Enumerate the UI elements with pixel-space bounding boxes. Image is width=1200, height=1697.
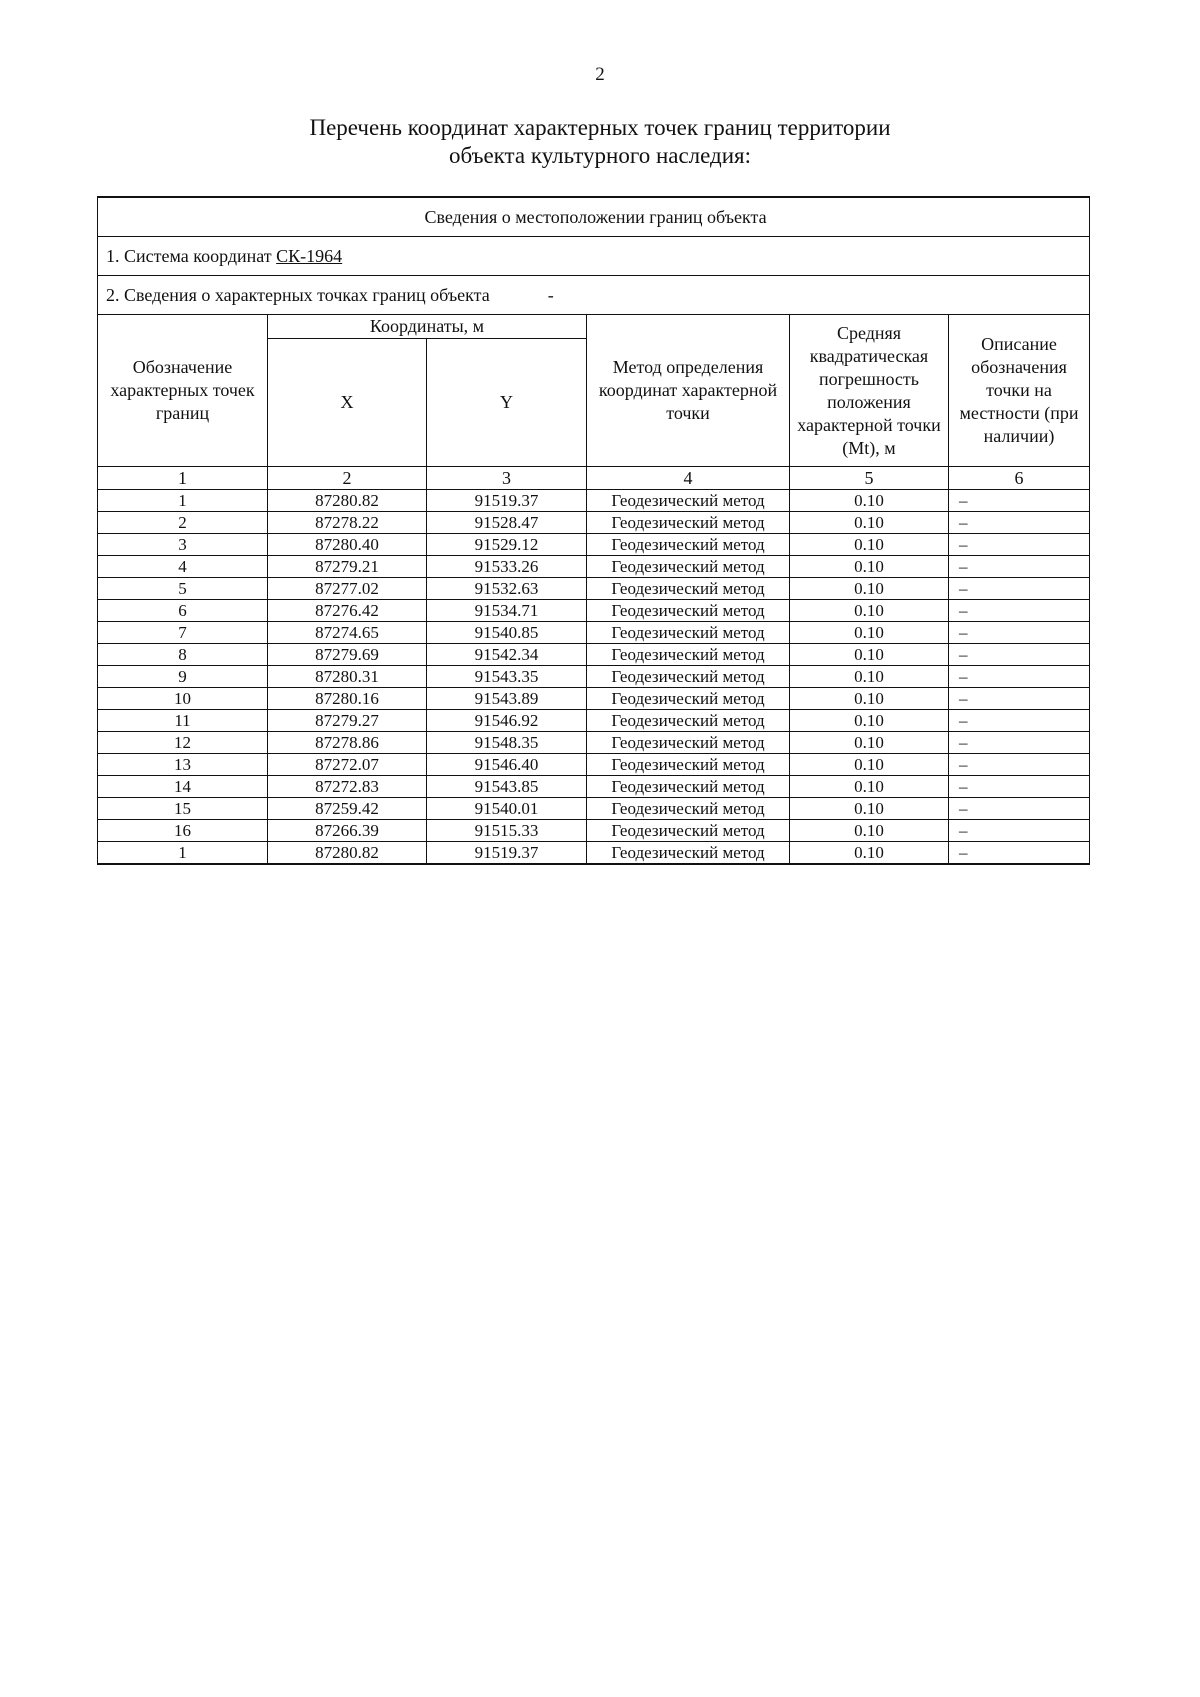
cell-y: 91540.85 xyxy=(427,622,587,644)
coord-system-row xyxy=(98,237,1090,276)
cell-error: 0.10 xyxy=(790,776,949,798)
header-row-top xyxy=(98,315,1090,339)
table-caption-row xyxy=(98,197,1090,237)
cell-x: 87278.22 xyxy=(268,512,427,534)
cell-method: Геодезический метод xyxy=(587,732,790,754)
cell-method: Геодезический метод xyxy=(587,556,790,578)
cell-y: 91543.35 xyxy=(427,666,587,688)
cell-y: 91543.89 xyxy=(427,688,587,710)
cell-point: 1 xyxy=(98,842,268,865)
table-row xyxy=(98,490,1090,512)
cell-error: 0.10 xyxy=(790,688,949,710)
cell-y: 91546.40 xyxy=(427,754,587,776)
header-point: Обозначение характерных точек границ xyxy=(98,315,268,467)
cell-method: Геодезический метод xyxy=(587,776,790,798)
cell-description: – xyxy=(949,534,1090,556)
column-number-row xyxy=(98,467,1090,490)
header-coords: Координаты, м xyxy=(268,315,587,339)
column-number: 3 xyxy=(427,467,587,490)
cell-x: 87280.82 xyxy=(268,842,427,865)
cell-error: 0.10 xyxy=(790,666,949,688)
cell-y: 91534.71 xyxy=(427,600,587,622)
cell-point: 13 xyxy=(98,754,268,776)
cell-error: 0.10 xyxy=(790,490,949,512)
table-row xyxy=(98,578,1090,600)
cell-error: 0.10 xyxy=(790,842,949,865)
cell-point: 6 xyxy=(98,600,268,622)
table-row xyxy=(98,556,1090,578)
column-number: 2 xyxy=(268,467,427,490)
cell-y: 91540.01 xyxy=(427,798,587,820)
cell-x: 87280.16 xyxy=(268,688,427,710)
column-number: 5 xyxy=(790,467,949,490)
cell-description: – xyxy=(949,644,1090,666)
cell-x: 87277.02 xyxy=(268,578,427,600)
cell-description: – xyxy=(949,688,1090,710)
coord-system-cell xyxy=(98,237,1090,276)
cell-y: 91533.26 xyxy=(427,556,587,578)
cell-description: – xyxy=(949,732,1090,754)
coord-system-value: СК-1964 xyxy=(276,246,343,266)
cell-x: 87266.39 xyxy=(268,820,427,842)
cell-y: 91548.35 xyxy=(427,732,587,754)
cell-method: Геодезический метод xyxy=(587,754,790,776)
page-number: 2 xyxy=(595,64,605,85)
cell-method: Геодезический метод xyxy=(587,798,790,820)
cell-point: 12 xyxy=(98,732,268,754)
cell-description: – xyxy=(949,776,1090,798)
cell-method: Геодезический метод xyxy=(587,666,790,688)
cell-error: 0.10 xyxy=(790,512,949,534)
column-number: 1 xyxy=(98,467,268,490)
points-info-row xyxy=(98,276,1090,315)
cell-y: 91519.37 xyxy=(427,842,587,865)
column-number: 4 xyxy=(587,467,790,490)
cell-method: Геодезический метод xyxy=(587,600,790,622)
coordinates-table xyxy=(97,196,1090,865)
cell-x: 87259.42 xyxy=(268,798,427,820)
cell-method: Геодезический метод xyxy=(587,820,790,842)
cell-point: 1 xyxy=(98,490,268,512)
cell-description: – xyxy=(949,666,1090,688)
table-row xyxy=(98,710,1090,732)
cell-point: 9 xyxy=(98,666,268,688)
cell-method: Геодезический метод xyxy=(587,710,790,732)
table-row xyxy=(98,754,1090,776)
table-row xyxy=(98,512,1090,534)
table-row xyxy=(98,534,1090,556)
cell-y: 91546.92 xyxy=(427,710,587,732)
cell-method: Геодезический метод xyxy=(587,644,790,666)
table-row xyxy=(98,644,1090,666)
cell-error: 0.10 xyxy=(790,820,949,842)
coord-system-label: 1. Система координат xyxy=(106,246,277,266)
cell-error: 0.10 xyxy=(790,710,949,732)
cell-description: – xyxy=(949,842,1090,865)
table-row xyxy=(98,622,1090,644)
table-row xyxy=(98,842,1090,865)
document-title xyxy=(0,114,1200,170)
cell-error: 0.10 xyxy=(790,732,949,754)
cell-method: Геодезический метод xyxy=(587,512,790,534)
table-row xyxy=(98,820,1090,842)
cell-y: 91529.12 xyxy=(427,534,587,556)
table-row xyxy=(98,600,1090,622)
cell-point: 10 xyxy=(98,688,268,710)
cell-error: 0.10 xyxy=(790,798,949,820)
cell-method: Геодезический метод xyxy=(587,490,790,512)
cell-x: 87279.21 xyxy=(268,556,427,578)
cell-description: – xyxy=(949,710,1090,732)
cell-y: 91528.47 xyxy=(427,512,587,534)
document-title-line-1: Перечень координат характерных точек границ территории xyxy=(309,115,891,140)
cell-method: Геодезический метод xyxy=(587,534,790,556)
cell-error: 0.10 xyxy=(790,534,949,556)
cell-x: 87274.65 xyxy=(268,622,427,644)
points-info-label: 2. Сведения о характерных точках границ объекта xyxy=(106,285,490,305)
cell-error: 0.10 xyxy=(790,754,949,776)
cell-x: 87276.42 xyxy=(268,600,427,622)
cell-x: 87280.82 xyxy=(268,490,427,512)
cell-method: Геодезический метод xyxy=(587,578,790,600)
cell-x: 87280.40 xyxy=(268,534,427,556)
table-row xyxy=(98,688,1090,710)
cell-error: 0.10 xyxy=(790,556,949,578)
header-x: X xyxy=(268,339,427,467)
points-info-cell xyxy=(98,276,1090,315)
cell-x: 87272.07 xyxy=(268,754,427,776)
cell-description: – xyxy=(949,512,1090,534)
cell-x: 87279.69 xyxy=(268,644,427,666)
cell-y: 91519.37 xyxy=(427,490,587,512)
cell-description: – xyxy=(949,490,1090,512)
cell-point: 16 xyxy=(98,820,268,842)
cell-description: – xyxy=(949,600,1090,622)
cell-y: 91543.85 xyxy=(427,776,587,798)
cell-y: 91532.63 xyxy=(427,578,587,600)
cell-error: 0.10 xyxy=(790,644,949,666)
cell-y: 91542.34 xyxy=(427,644,587,666)
header-y: Y xyxy=(427,339,587,467)
cell-description: – xyxy=(949,754,1090,776)
column-number: 6 xyxy=(949,467,1090,490)
table-row xyxy=(98,798,1090,820)
cell-x: 87280.31 xyxy=(268,666,427,688)
cell-error: 0.10 xyxy=(790,622,949,644)
header-error: Средняя квадратическая погрешность положения характерной точки (Mt), м xyxy=(790,315,949,467)
cell-description: – xyxy=(949,798,1090,820)
cell-point: 3 xyxy=(98,534,268,556)
cell-point: 5 xyxy=(98,578,268,600)
cell-point: 4 xyxy=(98,556,268,578)
cell-description: – xyxy=(949,556,1090,578)
cell-point: 8 xyxy=(98,644,268,666)
cell-method: Геодезический метод xyxy=(587,622,790,644)
cell-y: 91515.33 xyxy=(427,820,587,842)
header-method: Метод определения координат характерной точки xyxy=(587,315,790,467)
cell-point: 7 xyxy=(98,622,268,644)
table-caption: Сведения о местоположении границ объекта xyxy=(98,197,1090,237)
cell-x: 87278.86 xyxy=(268,732,427,754)
table-row xyxy=(98,666,1090,688)
document-title-line-2: объекта культурного наследия: xyxy=(448,143,752,168)
cell-description: – xyxy=(949,820,1090,842)
cell-description: – xyxy=(949,578,1090,600)
table-row xyxy=(98,732,1090,754)
table-row xyxy=(98,776,1090,798)
cell-point: 11 xyxy=(98,710,268,732)
cell-point: 15 xyxy=(98,798,268,820)
header-description: Описание обозначения точки на местности (при наличии) xyxy=(949,315,1090,467)
cell-x: 87272.83 xyxy=(268,776,427,798)
cell-method: Геодезический метод xyxy=(587,688,790,710)
cell-error: 0.10 xyxy=(790,578,949,600)
cell-point: 14 xyxy=(98,776,268,798)
points-info-dash: - xyxy=(547,285,554,305)
cell-error: 0.10 xyxy=(790,600,949,622)
cell-method: Геодезический метод xyxy=(587,842,790,865)
cell-point: 2 xyxy=(98,512,268,534)
cell-description: – xyxy=(949,622,1090,644)
cell-x: 87279.27 xyxy=(268,710,427,732)
